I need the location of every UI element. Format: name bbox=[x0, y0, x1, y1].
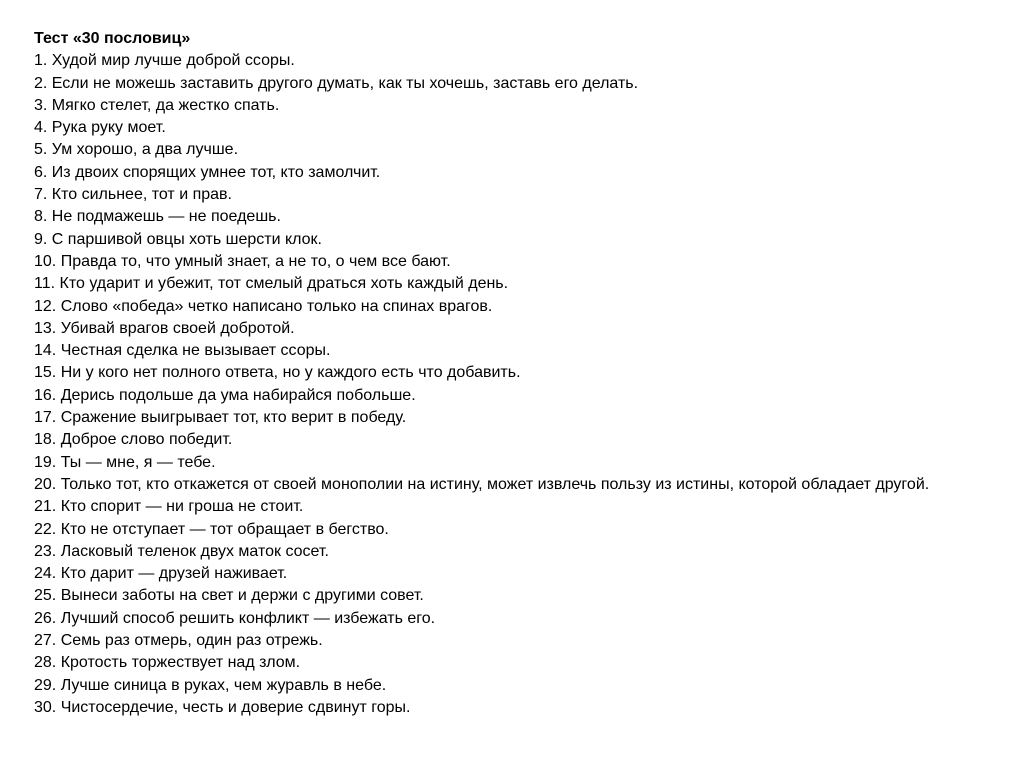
proverb-item: 19. Ты — мне, я — тебе. bbox=[34, 453, 216, 471]
proverb-item: 4. Рука руку моет. bbox=[34, 119, 166, 137]
proverb-item: 21. Кто спорит — ни гроша не стоит. bbox=[34, 498, 304, 516]
proverb-item: 25. Вынеси заботы на свет и держи с другими совет. bbox=[34, 587, 424, 605]
proverb-item: 29. Лучше синица в руках, чем журавль в небе. bbox=[34, 676, 387, 694]
proverb-item: 3. Мягко стелет, да жестко спать. bbox=[34, 96, 280, 114]
proverb-item: 24. Кто дарит — друзей наживает. bbox=[34, 565, 288, 583]
proverb-item: 17. Сражение выигрывает тот, кто верит в победу. bbox=[34, 409, 407, 427]
proverb-item: 1. Худой мир лучше доброй ссоры. bbox=[34, 52, 295, 70]
proverb-item: 14. Честная сделка не вызывает ссоры. bbox=[34, 342, 331, 360]
document-title: Тест «30 пословиц» bbox=[34, 30, 191, 47]
proverb-item: 28. Кротость торжествует над злом. bbox=[34, 654, 301, 672]
proverb-item: 6. Из двоих спорящих умнее тот, кто замолчит. bbox=[34, 163, 381, 181]
proverb-item: 22. Кто не отступает — тот обращает в бегство. bbox=[34, 520, 389, 538]
proverb-item: 15. Ни у кого нет полного ответа, но у каждого есть что добавить. bbox=[34, 364, 521, 382]
proverb-item: 9. С паршивой овцы хоть шерсти клок. bbox=[34, 230, 322, 248]
proverb-item: 16. Дерись подольше да ума набирайся побольше. bbox=[34, 386, 416, 404]
document-page bbox=[34, 28, 994, 719]
proverb-item: 10. Правда то, что умный знает, а не то, о чем все бают. bbox=[34, 252, 451, 270]
proverb-item: 8. Не подмажешь — не поедешь. bbox=[34, 208, 281, 226]
proverb-item: 13. Убивай врагов своей добротой. bbox=[34, 319, 295, 337]
proverb-item: 27. Семь раз отмерь, один раз отрежь. bbox=[34, 632, 323, 650]
proverb-item: 26. Лучший способ решить конфликт — избежать его. bbox=[34, 609, 436, 627]
proverb-item: 5. Ум хорошо, а два лучше. bbox=[34, 141, 239, 159]
proverb-item: 12. Слово «победа» четко написано только на спинах врагов. bbox=[34, 297, 493, 315]
proverb-item: 20. Только тот, кто откажется от своей монополии на истину, может извлечь пользу из истины, которой обладает другой. bbox=[34, 475, 930, 493]
proverb-item: 30. Чистосердечие, честь и доверие сдвинут горы. bbox=[34, 698, 411, 716]
proverb-item: 23. Ласковый теленок двух маток сосет. bbox=[34, 542, 329, 560]
proverb-item: 11. Кто ударит и убежит, тот смелый драться хоть каждый день. bbox=[34, 275, 509, 293]
proverb-item: 7. Кто сильнее, тот и прав. bbox=[34, 186, 232, 204]
proverb-list bbox=[34, 50, 994, 719]
proverb-item: 2. Если не можешь заставить другого думать, как ты хочешь, заставь его делать. bbox=[34, 74, 639, 92]
proverb-item: 18. Доброе слово победит. bbox=[34, 431, 233, 449]
